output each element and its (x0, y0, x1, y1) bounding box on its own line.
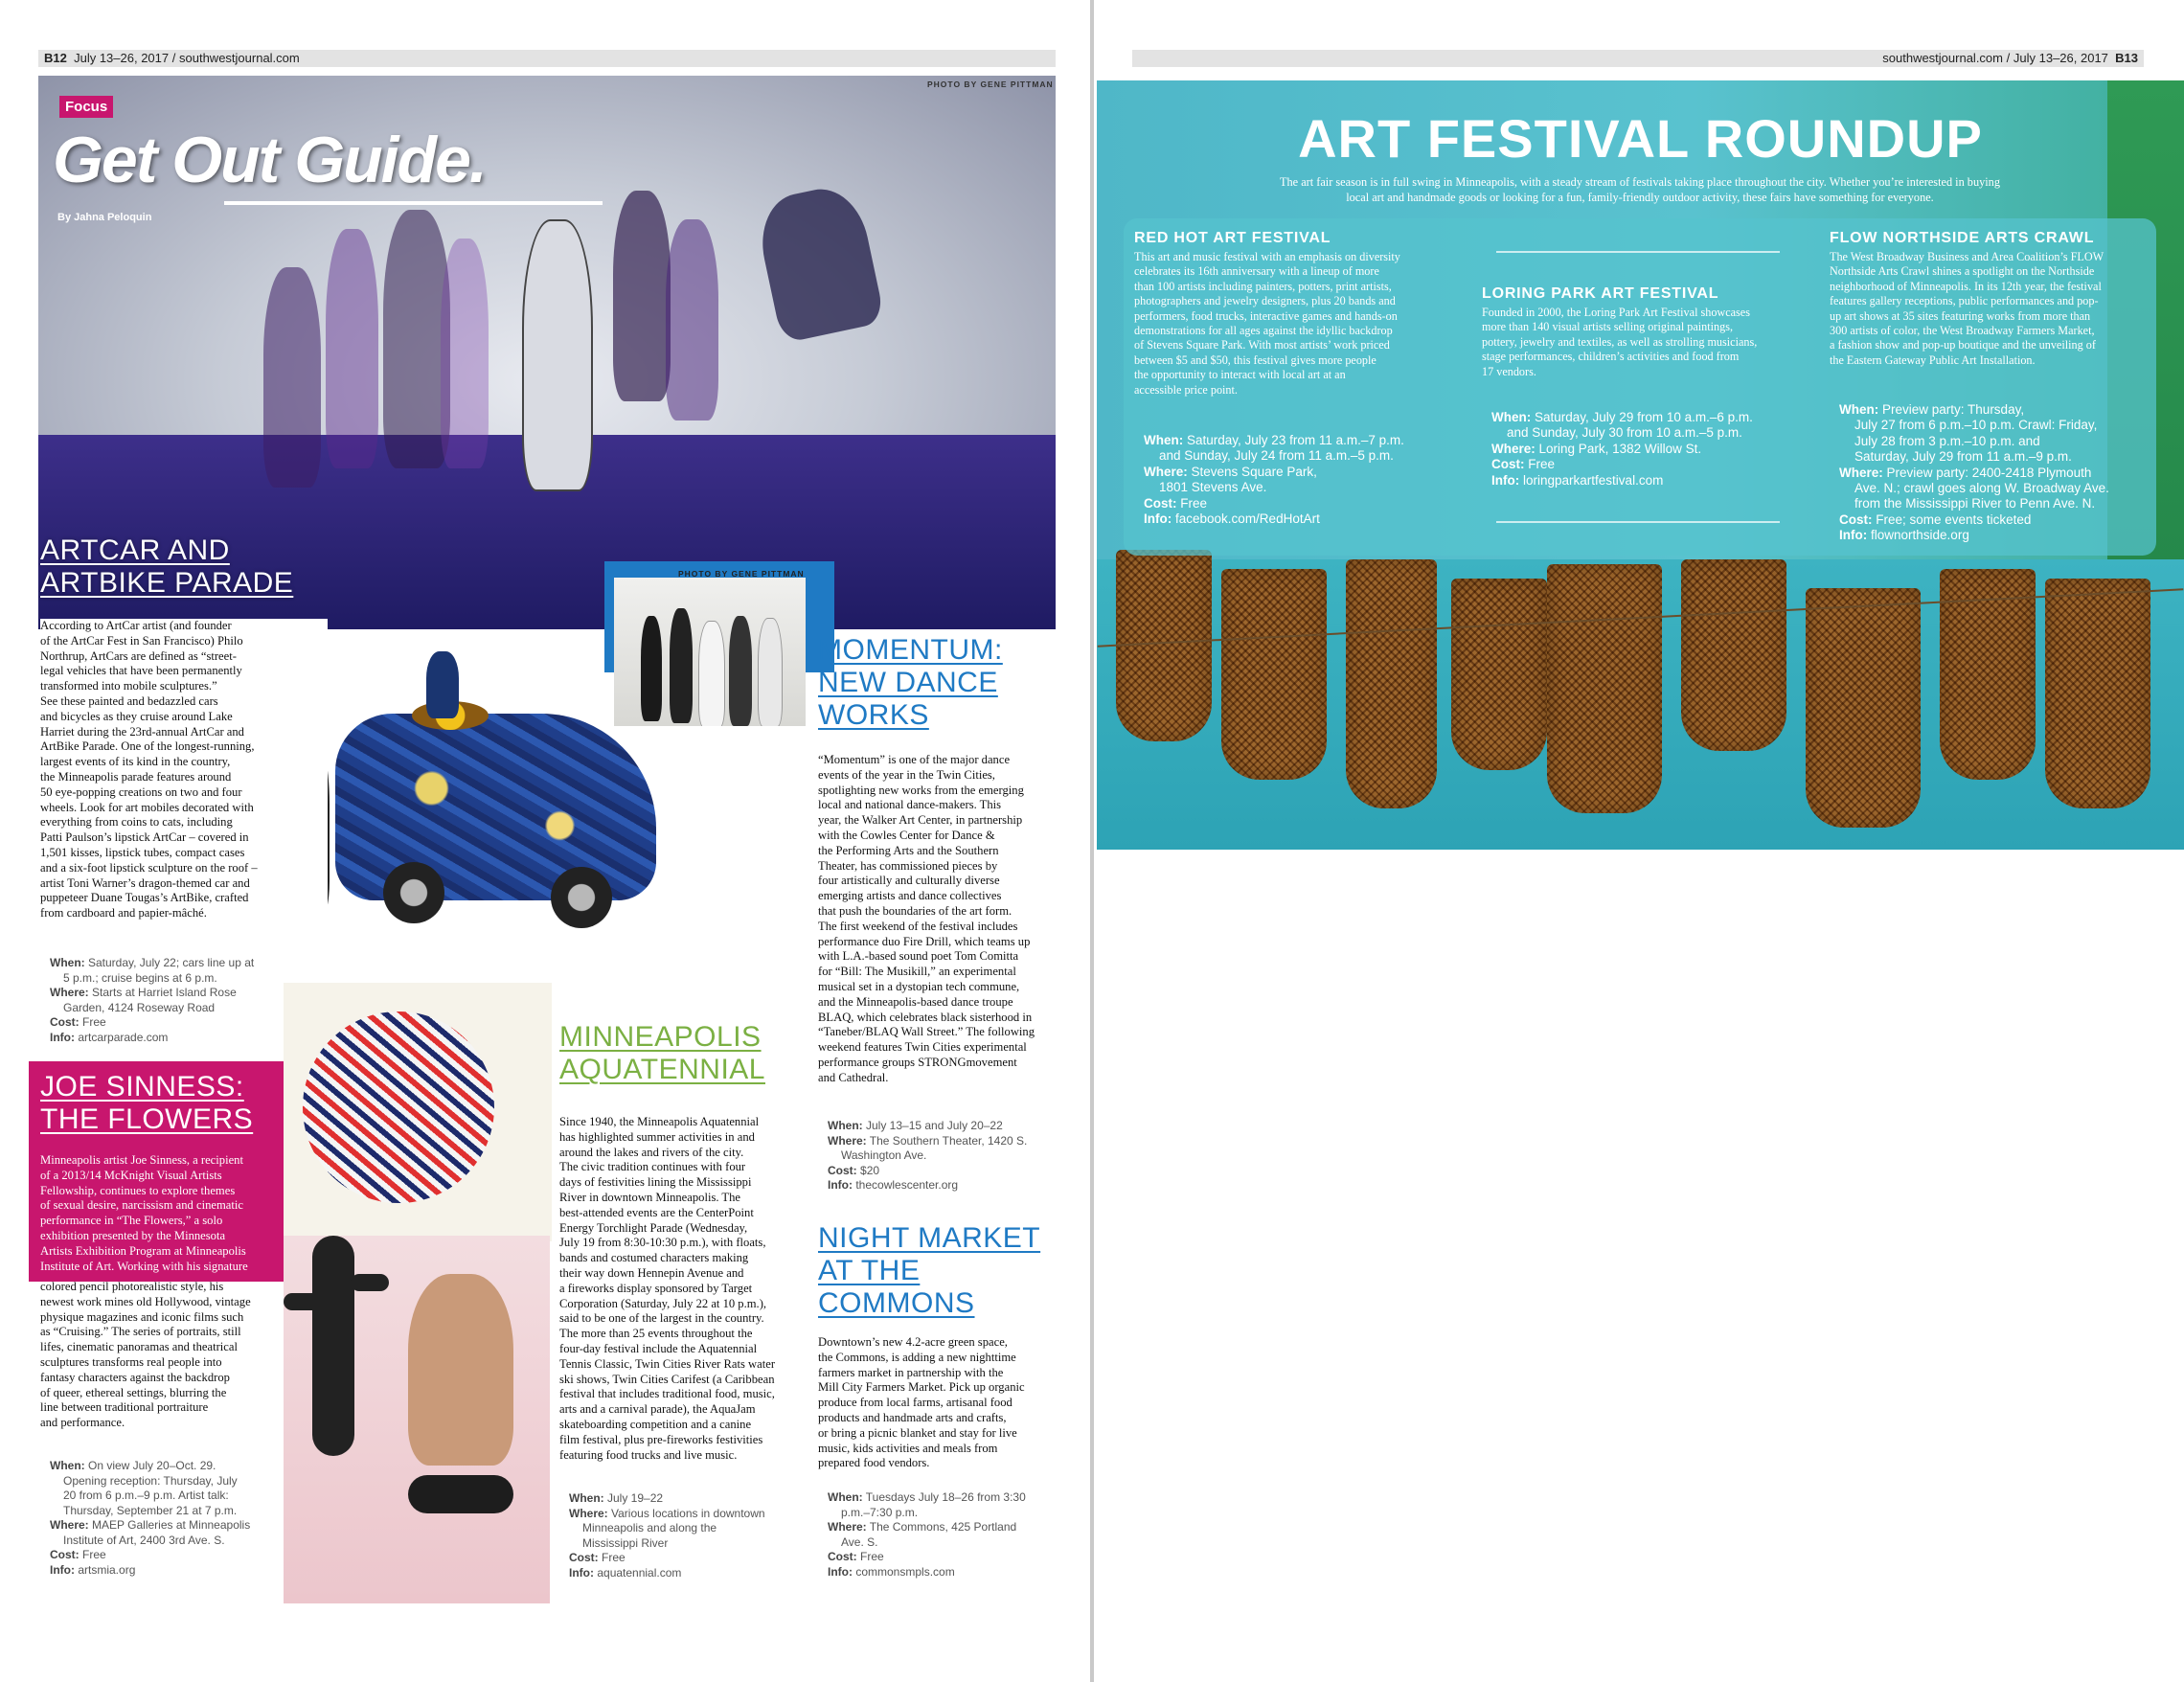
aquatennial-line: best-attended events are the CenterPoint (559, 1205, 754, 1219)
sinness-body (40, 1280, 289, 1431)
detail-value: Thursday, September 21 at 7 p.m. (63, 1503, 238, 1517)
detail-value: July 27 from 6 p.m.–10 p.m. Crawl: Friday, (1854, 418, 2098, 433)
nightmarket-line: Mill City Farmers Market. Pick up organic (818, 1380, 1025, 1395)
momentum-line: performance duo Fire Drill, which teams up (818, 934, 1031, 948)
artcar-heading-line: ARTCAR AND (40, 534, 230, 566)
sinness-line: Fellowship, continues to explore themes (40, 1183, 236, 1197)
momentum-heading-line: WORKS (818, 699, 929, 731)
detail-value: Washington Ave. (841, 1148, 927, 1162)
detail-value: Ave. S. (841, 1534, 878, 1549)
sinness-line: performance in “The Flowers,” a solo (40, 1214, 223, 1228)
detail-value: Free (82, 1548, 106, 1561)
momentum-details (828, 1119, 1067, 1193)
aquatennial-line: Tennis Classic, Twin Cities River Rats water (559, 1356, 776, 1371)
car-wheel (383, 862, 444, 923)
sinness-line: of queer, ethereal settings, blurring the (40, 1385, 227, 1399)
detail-key: When: (828, 1119, 863, 1132)
sinness-line: colored pencil photorealistic style, his (40, 1280, 224, 1293)
detail-value: MAEP Galleries at Minneapolis (92, 1518, 251, 1532)
performer-figure (729, 616, 752, 726)
basket (1116, 550, 1212, 741)
momentum-body (818, 753, 1069, 1086)
nightmarket-heading-line: COMMONS (818, 1287, 975, 1319)
detail-key: Where: (50, 1518, 89, 1532)
flow-line: Northside Arts Crawl shines a spotlight on the Northside (1830, 264, 2095, 279)
flow-line: a fashion show and pop-up boutique and the unveiling of (1830, 338, 2096, 352)
sinness-line: and performance. (40, 1416, 125, 1430)
detail-key: Info: (1839, 528, 1868, 543)
artcar-heading (40, 534, 293, 600)
artcar-line: According to ArtCar artist (and founder (40, 619, 232, 632)
detail-value: Garden, 4124 Roseway Road (63, 1000, 216, 1014)
performer-figure (698, 621, 725, 726)
loring-line: 17 vendors. (1482, 364, 1536, 378)
artcar-line: ArtBike Parade. One of the longest-running, (40, 739, 255, 754)
nightmarket-heading-line: AT THE (818, 1255, 921, 1286)
photo-credit-momentum: PHOTO BY GENE PITTMAN (678, 569, 805, 579)
loring-details (1491, 410, 1808, 489)
momentum-line: and Cathedral. (818, 1070, 889, 1084)
sinness-line: fantasy characters against the backdrop (40, 1370, 230, 1384)
detail-value: Free (1180, 495, 1208, 511)
loring-line: Founded in 2000, the Loring Park Art Festival showcases (1482, 306, 1750, 319)
nightmarket-line: produce from local farms, artisanal food (818, 1396, 1012, 1410)
red-hot-line: than 100 artists including painters, potters, print artists, (1134, 279, 1392, 293)
detail-key: Info: (50, 1562, 75, 1577)
figure-shorts (408, 1475, 513, 1513)
intro-line: local art and handmade goods or looking for a fun, family-friendly outdoor activity, these fairs have something for everyone. (1346, 191, 1934, 204)
detail-key: Info: (569, 1565, 594, 1580)
right-header-bar (1132, 50, 2144, 67)
detail-value: Institute of Art, 2400 3rd Ave. S. (63, 1533, 225, 1547)
page-title: Get Out Guide. (53, 124, 486, 196)
detail-value: Saturday, July 29 from 11 a.m.–9 p.m. (1854, 449, 2072, 465)
dancer-jumping (753, 181, 886, 344)
title-underline (224, 201, 603, 205)
nightmarket-line: music, kids activities and meals from (818, 1441, 998, 1455)
artcar-line: and a six-foot lipstick sculpture on the roof – (40, 860, 258, 875)
aquatennial-line: bands and costumed characters making (559, 1251, 749, 1265)
momentum-line: four artistically and culturally diverse (818, 874, 1000, 888)
aquatennial-line: has highlighted summer activities in and (559, 1129, 755, 1144)
sinness-info-link[interactable]: artsmia.org (78, 1562, 136, 1577)
dancer-silhouette (613, 191, 671, 401)
aquatennial-line: Since 1940, the Minneapolis Aquatennial (559, 1115, 760, 1128)
aquatennial-info-link[interactable]: aquatennial.com (597, 1565, 682, 1580)
red-hot-details (1144, 433, 1460, 527)
artcar-line: Patti Paulson’s lipstick ArtCar – covered in (40, 830, 249, 845)
detail-value: Stevens Square Park, (1191, 464, 1317, 479)
left-site: southwestjournal.com (179, 51, 300, 65)
nightmarket-details (828, 1490, 1067, 1580)
artcar-info-link[interactable]: artcarparade.com (78, 1030, 169, 1044)
momentum-line: The first weekend of the festival includes (818, 919, 1018, 933)
flow-info-link[interactable]: flownorthside.org (1871, 528, 1969, 543)
sinness-line: as “Cruising.” The series of portraits, still (40, 1325, 241, 1339)
performer-figure (758, 618, 783, 726)
detail-value: Preview party: 2400-2418 Plymouth (1886, 465, 2092, 480)
aquatennial-line: festival that includes traditional food, music, (559, 1387, 775, 1401)
aquatennial-line: skateboarding competition and a canine (559, 1417, 752, 1431)
flow-line: The West Broadway Business and Area Coalition’s FLOW (1830, 250, 2104, 263)
nightmarket-line: farmers market in partnership with the (818, 1365, 1004, 1379)
flow-details (1839, 402, 2165, 544)
intro-line: The art fair season is in full swing in Minneapolis, with a steady stream of festivals taking place throughout the city. Whether you’re interested in buying (1280, 175, 2000, 189)
artcar-line: artist Toni Warner’s dragon-themed car and (40, 875, 250, 890)
artcar-line: of the ArtCar Fest in San Francisco) Philo (40, 633, 243, 648)
red-hot-info-link[interactable]: facebook.com/RedHotArt (1175, 511, 1320, 527)
loring-line: more than 140 visual artists selling original paintings, (1482, 320, 1733, 334)
detail-key: Where: (569, 1506, 608, 1520)
loring-line: pottery, jewelry and textiles, as well as strolling musicians, (1482, 334, 1758, 349)
photo-credit-hero: PHOTO BY GENE PITTMAN (927, 80, 1054, 89)
sinness-line: exhibition presented by the Minnesota (40, 1228, 226, 1242)
sinness-details (50, 1459, 289, 1578)
detail-value: Saturday, July 23 from 11 a.m.–7 p.m. (1187, 433, 1404, 447)
aquatennial-heading-line: MINNEAPOLIS (559, 1021, 762, 1053)
detail-key: Info: (1491, 472, 1520, 488)
detail-key: Info: (1144, 511, 1172, 527)
detail-key: Cost: (1839, 511, 1873, 527)
basket (1547, 564, 1662, 813)
aquatennial-line: their way down Hennepin Avenue and (559, 1265, 744, 1280)
nightmarket-line: prepared food vendors. (818, 1456, 930, 1470)
detail-value: July 28 from 3 p.m.–10 p.m. and (1854, 433, 2040, 448)
right-date: July 13–26, 2017 (2013, 51, 2108, 65)
detail-key: When: (1491, 410, 1532, 424)
momentum-line: that push the boundaries of the art form. (818, 903, 1012, 918)
flow-line: features gallery receptions, public performances and pop- (1830, 294, 2099, 308)
nightmarket-heading-line: NIGHT MARKET (818, 1222, 1041, 1254)
aquatennial-line: ski shows, Twin Cities Carifest (a Caribbean (559, 1372, 775, 1386)
divider (1496, 521, 1780, 523)
sinness-figure-artwork (284, 1236, 550, 1603)
artcar-line: Northrup, ArtCars are defined as “street- (40, 648, 237, 663)
detail-value: Opening reception: Thursday, July (63, 1473, 238, 1488)
detail-key: When: (828, 1490, 863, 1504)
momentum-line: with L.A.-based sound poet Tom Comitta (818, 949, 1019, 964)
aquatennial-line: a fireworks display sponsored by Target (559, 1281, 753, 1295)
left-date: July 13–26, 2017 (74, 51, 170, 65)
red-hot-line: of Stevens Square Park. With most artists’ work priced (1134, 338, 1390, 352)
dancer-silhouette (326, 229, 378, 468)
detail-value: July 19–22 (607, 1491, 664, 1505)
momentum-line: events of the year in the Twin Cities, (818, 767, 995, 782)
left-page (0, 0, 1090, 1682)
detail-key: When: (1839, 402, 1879, 417)
momentum-line: “Taneber/BLAQ Wall Street.” The following (818, 1025, 1035, 1039)
detail-key: Cost: (828, 1163, 857, 1177)
sinness-line: Minneapolis artist Joe Sinness, a recipient (40, 1153, 243, 1167)
artcar-line: 1,501 kisses, lipstick tubes, compact cases (40, 845, 245, 859)
loring-line: stage performances, children’s activities and food from (1482, 350, 1740, 364)
detail-value: Minneapolis and along the (582, 1521, 717, 1534)
momentum-heading-line: MOMENTUM: (818, 634, 1003, 666)
flow-body (1830, 250, 2155, 368)
red-hot-line: between $5 and $50, this festival gives more people (1134, 352, 1376, 367)
right-page (1094, 0, 2184, 1682)
detail-key: Where: (50, 986, 89, 999)
red-hot-line: photographers and jewelry designers, plus 20 bands and (1134, 294, 1396, 308)
sinness-heading-line: THE FLOWERS (40, 1103, 254, 1135)
detail-value: Mississippi River (582, 1535, 669, 1550)
detail-value: 1801 Stevens Ave. (1159, 480, 1267, 495)
roundup-intro (1171, 174, 2109, 205)
sinness-heading-line: JOE SINNESS: (40, 1071, 244, 1102)
artcar-heading-line: ARTBIKE PARADE (40, 567, 294, 599)
aquatennial-line: Corporation (Saturday, July 22 at 10 p.m.), (559, 1296, 767, 1310)
detail-key: Info: (828, 1564, 853, 1579)
red-hot-line: demonstrations for all ages against the idyllic backdrop (1134, 324, 1393, 338)
flow-line: 300 artists of color, the West Broadway Farmers Market, (1830, 324, 2095, 338)
sinness-line: Artists Exhibition Program at Minneapolis (40, 1243, 246, 1258)
cactus-arm (351, 1274, 389, 1291)
detail-value: Free; some events ticketed (1876, 511, 2032, 527)
sinness-line: Institute of Art. Working with his signature (40, 1259, 248, 1273)
right-folio: B13 (2115, 51, 2138, 65)
momentum-line: year, the Walker Art Center, in partnership (818, 813, 1023, 828)
artcar-body (40, 619, 328, 921)
artcar-line: the Minneapolis parade features around (40, 769, 232, 784)
dancer-silhouette (441, 239, 489, 468)
left-header-bar (38, 50, 1056, 67)
detail-key: Where: (1491, 441, 1536, 456)
detail-key: Info: (50, 1030, 75, 1044)
detail-value: Starts at Harriet Island Rose (92, 986, 237, 999)
momentum-line: performance groups STRONGmovement (818, 1055, 1017, 1069)
detail-key: Cost: (828, 1550, 857, 1563)
nightmarket-body (818, 1335, 1069, 1471)
momentum-group-photo (614, 578, 806, 726)
momentum-line: Theater, has commissioned pieces by (818, 858, 998, 873)
basket (1346, 559, 1437, 808)
detail-value: Ave. N.; crawl goes along W. Broadway Ave. (1854, 481, 2109, 496)
left-sep: / (171, 51, 176, 65)
detail-value: Free (860, 1550, 884, 1563)
detail-value: and Sunday, July 30 from 10 a.m.–5 p.m. (1507, 425, 1742, 441)
basket (1221, 569, 1327, 780)
detail-value: The Commons, 425 Portland (869, 1520, 1017, 1534)
basket (2045, 579, 2150, 808)
aquatennial-details (569, 1491, 808, 1580)
detail-value: and Sunday, July 24 from 11 a.m.–5 p.m. (1159, 448, 1394, 464)
detail-value: Saturday, July 29 from 10 a.m.–6 p.m. (1535, 410, 1753, 424)
sinness-heading (40, 1071, 253, 1136)
aquatennial-body (559, 1115, 810, 1463)
artcar-line: legal vehicles that have been permanently (40, 664, 242, 678)
detail-value: Various locations in downtown (611, 1506, 765, 1520)
momentum-heading (818, 634, 1003, 732)
detail-value: The Southern Theater, 1420 S. (869, 1133, 1028, 1148)
nightmarket-line: Downtown’s new 4.2-acre green space, (818, 1335, 1008, 1349)
artcar-line: everything from coins to cats, including (40, 815, 233, 830)
detail-value: 5 p.m.; cruise begins at 6 p.m. (63, 970, 217, 985)
momentum-line: spotlighting new works from the emerging (818, 783, 1024, 797)
sinness-line: of sexual desire, narcissism and cinematic (40, 1198, 243, 1213)
flow-line: neighborhood of Minneapolis. In its 12th year, the festival (1830, 279, 2102, 293)
left-folio: B12 (44, 51, 67, 65)
aquatennial-line: Energy Torchlight Parade (Wednesday, (559, 1220, 748, 1235)
car-wheel (551, 867, 612, 928)
basket (1451, 579, 1547, 770)
flow-heading: FLOW NORTHSIDE ARTS CRAWL (1830, 230, 2095, 246)
aquatennial-line: film festival, plus pre-fireworks festivities (559, 1432, 763, 1446)
seated-figure (408, 1274, 513, 1466)
dancer-silhouette (666, 219, 718, 420)
artcar-line: puppeteer Duane Tougas’s ArtBike, crafted (40, 891, 249, 905)
detail-key: When: (569, 1491, 604, 1505)
red-hot-line: the opportunity to interact with local art at an (1134, 368, 1346, 382)
loring-body (1482, 306, 1808, 379)
detail-value: Preview party: Thursday, (1882, 402, 2025, 417)
artcar-line: Harriet during the 23rd-annual ArtCar and (40, 724, 244, 739)
detail-value: On view July 20–Oct. 29. (88, 1459, 216, 1472)
cactus-arm (284, 1293, 322, 1310)
loring-info-link[interactable]: loringparkartfestival.com (1523, 472, 1664, 488)
sinness-line: newest work mines old Hollywood, vintage (40, 1294, 251, 1308)
sinness-line: physique magazines and iconic films such (40, 1309, 244, 1324)
momentum-line: musical set in a dystopian tech commune, (818, 979, 1020, 993)
artcar-details (50, 956, 299, 1045)
detail-value: Tuesdays July 18–26 from 3:30 (865, 1490, 1026, 1504)
flow-line: the Eastern Gateway Public Art Installation. (1830, 352, 2036, 367)
dancer-silhouette (263, 267, 321, 488)
flow-line: up art shows at 35 sites featuring works from more than (1830, 308, 2091, 323)
roundup-title: ART FESTIVAL ROUNDUP (1298, 108, 1983, 169)
artcar-line: and bicycles as they cruise around Lake (40, 709, 233, 723)
aquatennial-line: days of festivities lining the Mississippi (559, 1175, 752, 1190)
detail-key: Where: (828, 1133, 867, 1148)
momentum-line: and the Minneapolis-based dance troupe (818, 994, 1013, 1009)
performer-figure (670, 608, 693, 723)
momentum-line: for “Bill: The Musikill,” an experimental (818, 965, 1016, 979)
momentum-heading-line: NEW DANCE (818, 667, 998, 698)
detail-key: Where: (1839, 465, 1883, 480)
detail-key: Cost: (1144, 495, 1177, 511)
sinness-line: line between traditional portraiture (40, 1400, 209, 1415)
detail-key: Cost: (50, 1015, 80, 1029)
nightmarket-info-link[interactable]: commonsmpls.com (855, 1564, 955, 1579)
detail-value: Free (602, 1551, 626, 1564)
cactus (312, 1236, 354, 1456)
detail-key: When: (50, 956, 85, 969)
artcar-line: See these painted and bedazzled cars (40, 693, 218, 708)
momentum-line: local and national dance-makers. This (818, 798, 1002, 812)
aquatennial-line: four-day festival include the Aquatennial (559, 1341, 758, 1355)
aquatennial-line: said to be one of the largest in the country. (559, 1311, 764, 1326)
nightmarket-line: or bring a picnic blanket and stay for live (818, 1425, 1017, 1440)
right-site: southwestjournal.com (1882, 51, 2003, 65)
artcar-line: from cardboard and papier-mâché. (40, 906, 207, 921)
momentum-line: with the Cowles Center for Dance & (818, 828, 995, 842)
sinness-line: sculptures transforms real people into (40, 1354, 222, 1369)
basket (1681, 559, 1786, 751)
nightmarket-line: the Commons, is adding a new nighttime (818, 1350, 1016, 1364)
momentum-line: “Momentum” is one of the major dance (818, 753, 1011, 766)
detail-value: 20 from 6 p.m.–9 p.m. Artist talk: (63, 1489, 229, 1502)
byline: By Jahna Peloquin (57, 212, 152, 223)
performer-figure (641, 616, 662, 721)
detail-key: Where: (828, 1520, 867, 1534)
basket (1806, 588, 1921, 828)
red-hot-line: accessible price point. (1134, 382, 1238, 397)
divider (1496, 251, 1780, 253)
aquatennial-heading (559, 1021, 765, 1086)
detail-value: Free (82, 1015, 106, 1029)
detail-key: When: (1144, 433, 1184, 447)
artcar-line: wheels. Look for art mobiles decorated with (40, 800, 254, 814)
loring-heading: LORING PARK ART FESTIVAL (1482, 285, 1719, 302)
striped-ball (303, 1011, 494, 1203)
momentum-line: BLAQ, which celebrates black sisterhood in (818, 1010, 1033, 1024)
detail-value: July 13–15 and July 20–22 (866, 1119, 1003, 1132)
detail-key: When: (50, 1459, 85, 1472)
artcar-line: 50 eye-popping creations on two and four (40, 784, 242, 799)
detail-value: Loring Park, 1382 Willow St. (1538, 441, 1702, 456)
sinness-ball-artwork (284, 983, 552, 1241)
nightmarket-line: products and handmade arts and crafts, (818, 1410, 1007, 1424)
aquatennial-line: arts and a carnival parade), the AquaJam (559, 1402, 756, 1417)
momentum-line: the Performing Arts and the Southern (818, 843, 999, 857)
detail-key: Cost: (569, 1551, 599, 1564)
aquatennial-line: around the lakes and rivers of the city. (559, 1145, 744, 1159)
detail-key: Cost: (1491, 457, 1525, 472)
focus-tag: Focus (59, 96, 113, 118)
detail-value: from the Mississippi River to Penn Ave. N. (1854, 496, 2096, 511)
red-hot-line: This art and music festival with an emphasis on diversity (1134, 250, 1400, 263)
aquatennial-heading-line: AQUATENNIAL (559, 1054, 765, 1085)
artcar-photo (278, 632, 613, 977)
red-hot-line: celebrates its 16th anniversary with a lineup of more (1134, 264, 1379, 279)
detail-key: Where: (1144, 464, 1188, 479)
aquatennial-line: River in downtown Minneapolis. The (559, 1190, 741, 1204)
detail-value: $20 (860, 1163, 880, 1177)
aquatennial-line: featuring food trucks and live music. (559, 1447, 738, 1462)
detail-value: Free (1528, 457, 1556, 472)
detail-key: Info: (828, 1178, 853, 1192)
detail-key: Cost: (50, 1548, 80, 1561)
red-hot-line: performers, food trucks, interactive games and hands-on (1134, 308, 1398, 323)
momentum-line: emerging artists and dance collectives (818, 889, 1002, 903)
red-hot-heading: RED HOT ART FESTIVAL (1134, 230, 1331, 246)
painted-car (335, 714, 656, 900)
nightmarket-heading (818, 1222, 1040, 1320)
detail-value: p.m.–7:30 p.m. (841, 1505, 919, 1519)
right-sep: / (2006, 51, 2011, 65)
sinness-line: of a 2013/14 McKnight Visual Artists (40, 1168, 222, 1182)
momentum-info-link[interactable]: thecowlescenter.org (855, 1178, 959, 1192)
rooftop-figure (426, 651, 459, 718)
aquatennial-line: The more than 25 events throughout the (559, 1327, 753, 1341)
sinness-line: lifes, cinematic panoramas and theatrical (40, 1340, 238, 1354)
aquatennial-line: July 19 from 8:30-10:30 p.m.), with floats, (559, 1236, 766, 1250)
aquatennial-line: The civic tradition continues with four (559, 1160, 746, 1174)
artcar-line: largest events of its kind in the country, (40, 755, 231, 769)
dancer-center (522, 219, 593, 491)
detail-value: Saturday, July 22; cars line up at (88, 956, 255, 969)
momentum-line: weekend features Twin Cities experimental (818, 1040, 1027, 1055)
red-hot-body (1134, 250, 1460, 398)
artcar-line: transformed into mobile sculptures.” (40, 679, 217, 693)
